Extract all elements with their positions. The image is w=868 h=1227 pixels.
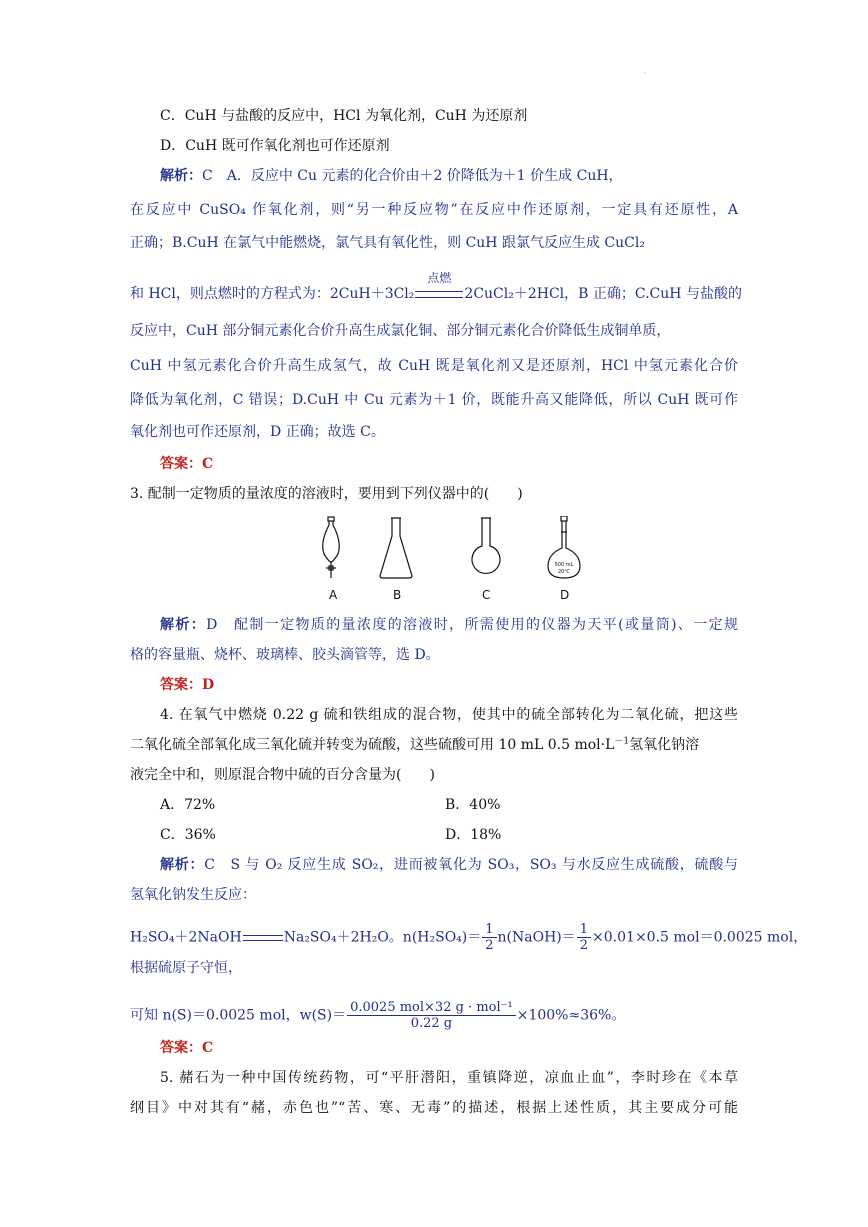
q2-analysis-line-3: 正确；B.CuH 在氯气中能燃烧，氯气具有氧化性，则 CuH 跟氯气反应生成 CuCl₂ <box>130 235 645 251</box>
q3-answer: 答案：D <box>160 677 215 693</box>
q3-stem: 3. 配制一定物质的量浓度的溶液时，要用到下列仪器中的( ) <box>130 486 523 502</box>
q2-analysis-line-6: CuH 中氢元素化合价升高生成氢气，故 CuH 既是氧化剂又是还原剂，HCl 中氢元素化合价 <box>130 358 738 374</box>
separatory-funnel-icon <box>312 516 352 580</box>
q2-analysis-line-1: 解析：C A．反应中 Cu 元素的化合价由＋2 价降低为＋1 价生成 CuH， <box>160 168 623 184</box>
equip-label-c: C <box>482 588 491 602</box>
page-mark: · <box>644 70 646 77</box>
q4-option-a: A．72% <box>160 797 216 813</box>
equip-label-a: A <box>329 588 338 602</box>
ignition-condition: 点燃 <box>415 284 463 304</box>
q4-stem-line-1: 4. 在氧气中燃烧 0.22 g 硫和铁组成的混合物，使其中的硫全部转化为二氧化硫，把这些 <box>160 707 738 723</box>
q4-option-c: C．36% <box>160 827 216 843</box>
mass-fraction: $\frac{\text{0.0025 mol×32 g · mol⁻¹}}{0.22 g}$ <box>347 1000 516 1031</box>
q2-analysis-line-7: 降低为氧化剂，C 错误；D.CuH 中 Cu 元素为＋1 价，既能升高又能降低，所以 CuH 既可作 <box>130 392 738 408</box>
q4-stem-line-2: 二氧化硫全部氧化成三氧化硫并转变为硫酸，这些硫酸可用 10 mL 0.5 $mol\cdot L^{-1}$氢氧化钠溶 <box>130 736 700 753</box>
q3-analysis-line-1: 解析：D 配制一定物质的量浓度的溶液时，所需使用的仪器为天平(或量筒)、一定规 <box>160 617 738 633</box>
analysis-label: 解析： <box>160 857 205 873</box>
q4-option-b: B．40% <box>445 797 501 813</box>
analysis-label: 解析： <box>160 617 207 633</box>
q2-analysis-line-2: 在反应中 CuSO₄ 作氧化剂，则“另一种反应物”在反应中作还原剂，一定具有还原性，A <box>130 202 738 218</box>
flask-temp-mark: 20℃ <box>558 569 570 575</box>
equip-label-d: D <box>560 588 570 602</box>
q4-equation-line: H₂SO₄＋2NaOH Na₂SO₄＋2H₂O。n(H₂SO₄)＝ $\frac{1}{2}$ n(NaOH)＝ $\frac{1}{2}$ ×0.01×0.5 mol＝0.0025 mol， <box>130 922 808 953</box>
flask-volume-mark: 500 mL <box>554 562 574 568</box>
volumetric-flask-icon <box>544 516 584 580</box>
q2-analysis-line-4: 和 HCl，则点燃时的方程式为：2CuH＋3Cl₂ 点燃 2CuCl₂＋2HCl，B 正确；C.CuH 与盐酸的 <box>130 271 742 302</box>
q4-mass-fraction-line: 可知 n(S)＝0.0025 mol，w(S)＝ $\frac{\text{0.0025 mol×32 g · mol⁻¹}}{0.22 g}$ ×100%≈36%。 <box>130 1000 626 1031</box>
q2-answer: 答案：C <box>160 456 214 472</box>
q4-option-d: D．18% <box>445 827 502 843</box>
q2-option-c: C．CuH 与盐酸的反应中，HCl 为氧化剂，CuH 为还原剂 <box>160 108 528 124</box>
equip-label-b: B <box>393 588 402 602</box>
q4-stem-line-3: 液完全中和，则原混合物中硫的百分含量为( ) <box>130 767 435 783</box>
q4-analysis-line-1: 解析：C S 与 O₂ 反应生成 SO₂，进而被氧化为 SO₃，SO₃ 与水反应生成硫酸，硫酸与 <box>160 857 739 873</box>
q4-analysis-line-2: 氢氧化钠发生反应： <box>130 887 256 903</box>
q4-answer: 答案：C <box>160 1040 214 1056</box>
q2-analysis-line-5: 反应中，CuH 部分铜元素化合价升高生成氯化铜、部分铜元素化合价降低生成铜单质， <box>130 323 671 339</box>
q5-stem-line-2: 纲目》中对其有“赭，赤色也”“苦、寒、无毒”的描述，根据上述性质，其主要成分可能 <box>130 1100 738 1116</box>
q3-analysis-line-2: 格的容量瓶、烧杯、玻璃棒、胶头滴管等，选 D。 <box>130 647 440 663</box>
q5-stem-line-1: 5. 赭石为一种中国传统药物，可“平肝潜阳，重镇降逆，凉血止血”，李时珍在《本草 <box>160 1070 738 1086</box>
q4-analysis-line-4: 根据硫原子守恒， <box>130 960 242 976</box>
fraction-half: $\frac{1}{2}$ <box>577 922 591 953</box>
q2-analysis-line-8: 氧化剂也可作还原剂，D 正确；故选 C。 <box>130 424 385 440</box>
analysis-label: 解析： <box>160 168 202 184</box>
conical-flask-icon <box>376 516 416 580</box>
fraction-half: $\frac{1}{2}$ <box>482 922 496 953</box>
q2-option-d: D．CuH 既可作氧化剂也可作还原剂 <box>160 138 390 154</box>
round-bottom-flask-icon <box>466 516 506 580</box>
